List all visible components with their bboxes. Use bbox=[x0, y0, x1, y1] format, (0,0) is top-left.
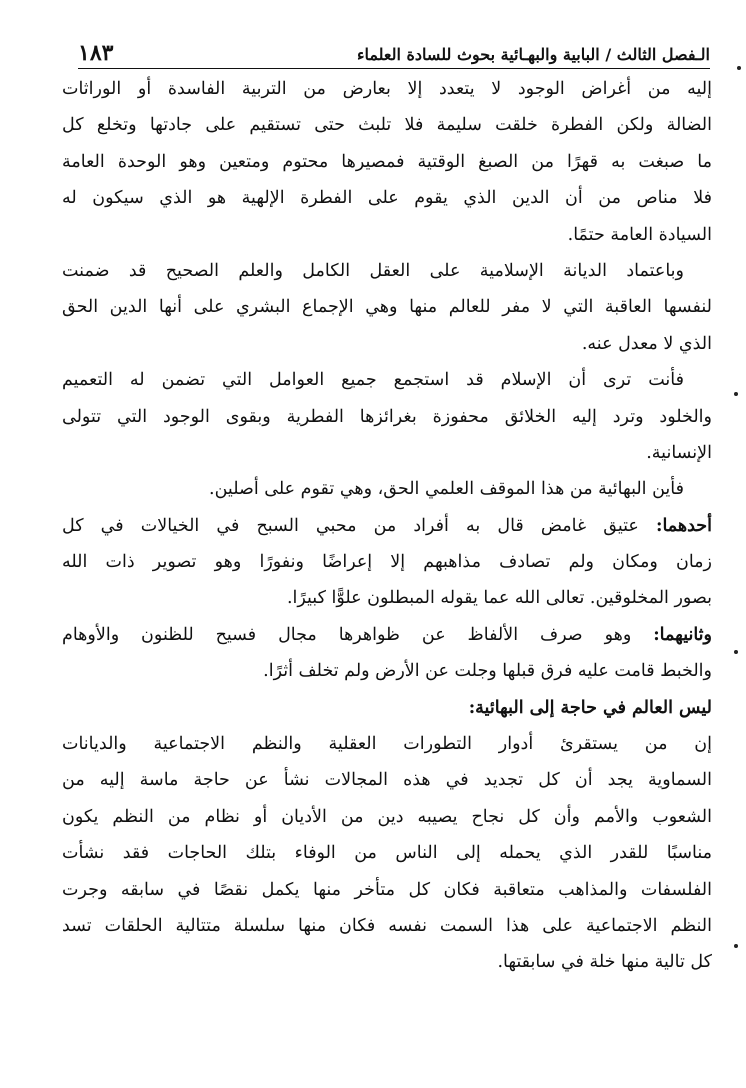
section-heading: ليس العالم في حاجة إلى البهائية: bbox=[468, 697, 712, 718]
text-line-content: وهو صرف الألفاظ عن ظواهرها مجال فسيح للظنون والأوهام bbox=[62, 624, 632, 645]
paragraph-lead: وثانيهما: bbox=[653, 624, 712, 645]
text-line-content: عتيق غامض قال به أفراد من محبي السبح في الخيالات في كل bbox=[62, 515, 639, 536]
text-line: والخبط قامت عليه فرق قبلها وجلت عن الأرض ولم تخلف أثرًا. bbox=[263, 661, 712, 682]
text-line: والخلود وترد إليه الخلائق محفوزة بغرائزها الفطرية وبقوى الوجود التي تتولى bbox=[62, 406, 712, 427]
text-line: بصور المخلوقين. تعالى الله عما يقوله المبطلون علوًّا كبيرًا. bbox=[286, 588, 712, 609]
text-line bbox=[62, 617, 712, 653]
text-line: الشعوب والأمم وأن كل نجاح يصيبه دين من الأديان أو نظام من النظم يكون bbox=[62, 806, 712, 827]
text-line: لنفسها العاقبة التي لا مفر للعالم منها وهي الإجماع البشري على أنها الدين الحق bbox=[62, 297, 712, 318]
text-line: النظم الاجتماعية على هذا السمت نفسه فكان منها سلسلة متتالية الحلقات تسد bbox=[62, 915, 712, 936]
running-header bbox=[78, 34, 710, 69]
text-line: إن من يستقرئ أدوار التطورات العقلية والنظم الاجتماعية والديانات bbox=[62, 734, 712, 755]
text-line: كل تالية منها خلة في سابقتها. bbox=[497, 952, 712, 973]
text-line: الفلسفات والمذاهب متعاقبة فكان كل متأخر منها يكمل نقصًا في سابقه وجرت bbox=[62, 879, 712, 900]
scan-speck bbox=[734, 650, 738, 654]
scan-speck bbox=[737, 66, 741, 70]
text-line: فأين البهائية من هذا الموقف العلمي الحق، وهي تقوم على أصلين. bbox=[209, 479, 684, 500]
text-line: الضالة ولكن الفطرة خلقت سليمة فلا تلبث حتى تستقيم على جادتها وتخلع كل bbox=[62, 115, 712, 136]
text-line: زمان ومكان ولم تصادف مذاهبهم إلا إعراضًا ونفورًا وهو تصوير ذات الله bbox=[62, 552, 712, 573]
paragraph-lead: أحدهما: bbox=[655, 515, 712, 536]
text-line: مناسبًا للقدر الذي يحمله إلى الناس من الوفاء بتلك الحاجات فقد نشأت bbox=[62, 843, 712, 864]
page-number: ١٨٣ bbox=[78, 40, 114, 66]
body-text bbox=[62, 71, 712, 981]
text-line: السماوية يجد أن كل تجديد في هذه المجالات نشأ عن حاجة ماسة إليه من bbox=[62, 770, 712, 791]
text-line: فأنت ترى أن الإسلام قد استجمع جميع العوامل التي تضمن له التعميم bbox=[62, 370, 684, 391]
text-line: الذي لا معدل عنه. bbox=[581, 333, 712, 354]
scan-speck bbox=[734, 944, 738, 948]
text-line: ما صبغت به قهرًا من الصبغ الوقتية فمصيرها محتوم ومتعين وهو الوحدة العامة bbox=[62, 151, 712, 172]
chapter-title: الـفصل الثالث / البابية والبهـائية بحوث للسادة العلماء bbox=[356, 45, 710, 64]
scan-speck bbox=[734, 392, 738, 396]
text-line: الإنسانية. bbox=[646, 442, 712, 463]
text-line: فلا مناص من أن الدين الذي يقوم على الفطرة الإلهية هو الذي سيكون له bbox=[62, 188, 712, 209]
text-line: وباعتماد الديانة الإسلامية على العقل الكامل والعلم الصحيح قد ضمنت bbox=[62, 260, 684, 281]
text-line: السيادة العامة حتمًا. bbox=[567, 224, 712, 245]
text-line: إليه من أغراض الوجود لا يتعدد إلا بعارض من التربية الفاسدة أو الوراثات bbox=[62, 79, 712, 99]
text-line bbox=[62, 508, 712, 544]
